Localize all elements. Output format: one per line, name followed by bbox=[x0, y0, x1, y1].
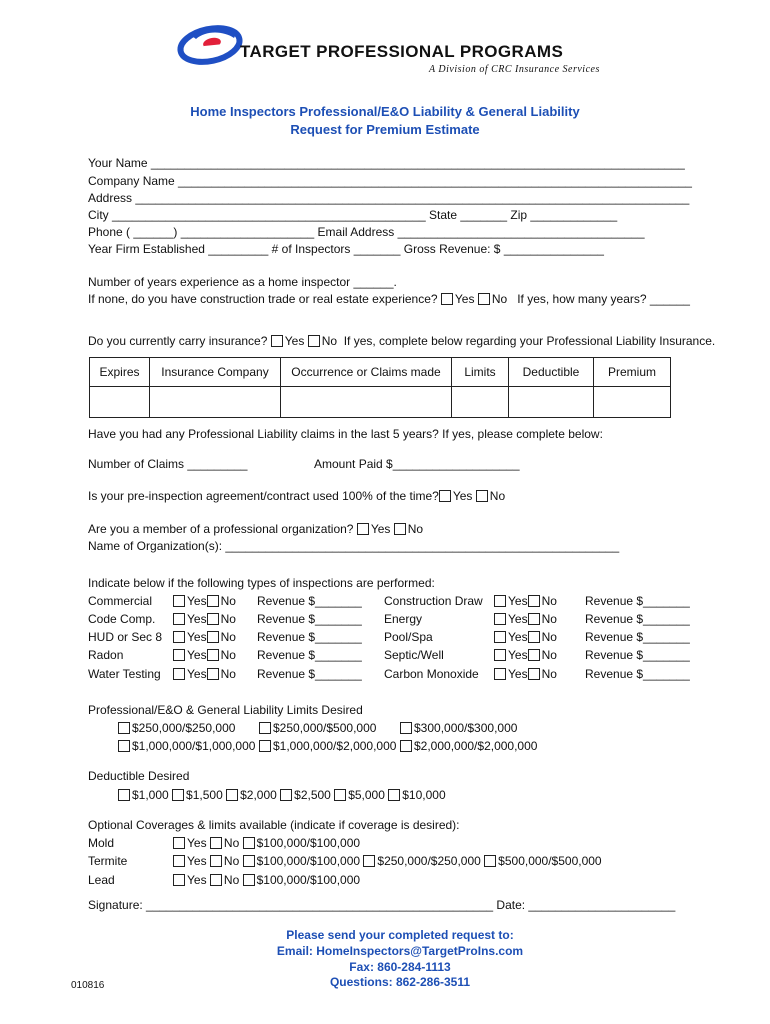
limit-option bbox=[118, 738, 255, 754]
year-established-field[interactable]: Year Firm Established _________ # of Inspectors _______ Gross Revenue: $ _______________ bbox=[88, 242, 604, 256]
phone-email-field[interactable]: Phone ( ______) ____________________ Email Address _____________________________________ bbox=[88, 225, 645, 239]
inspection-revenue-field[interactable]: Revenue $_______ bbox=[585, 667, 690, 681]
inspection-type-label: Pool/Spa bbox=[384, 630, 433, 644]
no-label: No bbox=[489, 489, 506, 503]
company-logo bbox=[174, 22, 246, 68]
inspection-left-4-no-checkbox[interactable] bbox=[207, 668, 219, 680]
yes-label: Yes bbox=[508, 594, 528, 608]
inspection-right-1-yes-checkbox[interactable] bbox=[494, 613, 506, 625]
agreement-question: Is your pre-inspection agreement/contract used 100% of the time? bbox=[88, 489, 439, 503]
experience-question-row bbox=[88, 291, 690, 307]
inspection-left-3-yes-no bbox=[173, 647, 236, 663]
limit-checkbox[interactable] bbox=[118, 740, 130, 752]
limit-checkbox[interactable] bbox=[259, 722, 271, 734]
amount-paid-field[interactable]: Amount Paid $___________________ bbox=[314, 457, 520, 471]
limit-checkbox[interactable] bbox=[400, 722, 412, 734]
inspection-revenue-field[interactable]: Revenue $_______ bbox=[585, 648, 690, 662]
yes-label: Yes bbox=[187, 667, 207, 681]
division-tagline: A Division of CRC Insurance Services bbox=[429, 64, 600, 75]
mold-options bbox=[173, 835, 360, 851]
footer-questions: Questions: 862-286-3511 bbox=[329, 975, 471, 989]
no-label: No bbox=[220, 648, 236, 662]
form-code: 010816 bbox=[71, 980, 105, 991]
limit-checkbox[interactable] bbox=[259, 740, 271, 752]
inspection-revenue-field[interactable]: Revenue $_______ bbox=[257, 612, 362, 626]
mold-no-checkbox[interactable] bbox=[210, 837, 222, 849]
inspection-left-2-yes-no bbox=[173, 629, 236, 645]
inspections-intro: Indicate below if the following types of inspections are performed: bbox=[88, 576, 435, 590]
termite-limit2-checkbox[interactable] bbox=[363, 855, 375, 867]
no-label: No bbox=[321, 334, 338, 348]
inspection-left-3-yes-checkbox[interactable] bbox=[173, 649, 185, 661]
limits-cell[interactable] bbox=[452, 387, 509, 418]
membership-question: Are you a member of a professional organization? bbox=[88, 522, 354, 536]
yes-label: Yes bbox=[508, 648, 528, 662]
col-limits: Limits bbox=[452, 358, 509, 387]
limits-label: Professional/E&O & General Liability Limits Desired bbox=[88, 703, 363, 717]
deductible-checkbox[interactable] bbox=[226, 789, 238, 801]
termite-limit-label: $500,000/$500,000 bbox=[498, 854, 602, 868]
company-name-field[interactable]: Company Name _____________________________________________________________________________ bbox=[88, 174, 692, 188]
inspection-right-2-yes-no bbox=[494, 629, 557, 645]
limit-option bbox=[400, 720, 517, 736]
inspection-right-0-yes-no bbox=[494, 593, 557, 609]
no-label: No bbox=[407, 522, 424, 536]
agreement-row bbox=[88, 488, 505, 504]
no-label: No bbox=[223, 854, 240, 868]
inspection-type-label: Water Testing bbox=[88, 667, 161, 681]
inspection-type-label: Carbon Monoxide bbox=[384, 667, 479, 681]
yes-label: Yes bbox=[508, 630, 528, 644]
limit-label: $2,000,000/$2,000,000 bbox=[414, 739, 538, 753]
deductible-checkbox[interactable] bbox=[280, 789, 292, 801]
experience-years-field[interactable]: Number of years experience as a home inspector ______. bbox=[88, 275, 397, 289]
inspection-right-2-no-checkbox[interactable] bbox=[528, 631, 540, 643]
inspection-right-0-yes-checkbox[interactable] bbox=[494, 595, 506, 607]
experience-years-followup[interactable]: If yes, how many years? ______ bbox=[517, 292, 690, 306]
limit-option bbox=[259, 738, 396, 754]
inspection-right-4-yes-no bbox=[494, 666, 557, 682]
inspection-right-3-yes-no bbox=[494, 647, 557, 663]
limit-label: $1,000,000/$1,000,000 bbox=[132, 739, 256, 753]
no-label: No bbox=[220, 612, 236, 626]
termite-limit3-checkbox[interactable] bbox=[484, 855, 496, 867]
deductible-checkbox[interactable] bbox=[334, 789, 346, 801]
inspection-left-3-no-checkbox[interactable] bbox=[207, 649, 219, 661]
address-field[interactable]: Address ___________________________________________________________________________________ bbox=[88, 191, 690, 205]
inspection-left-2-no-checkbox[interactable] bbox=[207, 631, 219, 643]
inspection-left-0-no-checkbox[interactable] bbox=[207, 595, 219, 607]
limit-option bbox=[118, 720, 235, 736]
deductible-option: $5,000 bbox=[348, 788, 385, 802]
limit-label: $250,000/$250,000 bbox=[132, 721, 236, 735]
insurance-question-row bbox=[88, 333, 715, 349]
agreement-yes-checkbox[interactable] bbox=[439, 490, 451, 502]
optional-coverages-label: Optional Coverages & limits available (indicate if coverage is desired): bbox=[88, 818, 460, 832]
no-label: No bbox=[541, 594, 557, 608]
limit-label: $300,000/$300,000 bbox=[414, 721, 518, 735]
deductible-option: $2,500 bbox=[294, 788, 331, 802]
col-deductible: Deductible bbox=[509, 358, 594, 387]
inspection-left-1-yes-no bbox=[173, 611, 236, 627]
limit-checkbox[interactable] bbox=[400, 740, 412, 752]
lead-label: Lead bbox=[88, 873, 115, 887]
lead-no-checkbox[interactable] bbox=[210, 874, 222, 886]
agreement-no-checkbox[interactable] bbox=[476, 490, 488, 502]
inspection-revenue-field[interactable]: Revenue $_______ bbox=[585, 594, 690, 608]
inspection-revenue-field[interactable]: Revenue $_______ bbox=[257, 648, 362, 662]
limit-label: $250,000/$500,000 bbox=[273, 721, 377, 735]
no-label: No bbox=[541, 648, 557, 662]
inspection-left-0-yes-checkbox[interactable] bbox=[173, 595, 185, 607]
inspection-revenue-field[interactable]: Revenue $_______ bbox=[585, 612, 690, 626]
yes-label: Yes bbox=[187, 873, 207, 887]
yes-label: Yes bbox=[370, 522, 391, 536]
termite-label: Termite bbox=[88, 854, 128, 868]
no-label: No bbox=[223, 873, 240, 887]
inspection-type-label: HUD or Sec 8 bbox=[88, 630, 163, 644]
yes-label: Yes bbox=[187, 854, 207, 868]
mold-limit-checkbox[interactable] bbox=[243, 837, 255, 849]
termite-options bbox=[173, 853, 602, 869]
limit-option bbox=[400, 738, 537, 754]
footer-fax: Fax: 860-284-1113 bbox=[349, 960, 451, 974]
insurance-yes-checkbox[interactable] bbox=[271, 335, 283, 347]
inspection-right-0-no-checkbox[interactable] bbox=[528, 595, 540, 607]
insurance-no-checkbox[interactable] bbox=[308, 335, 320, 347]
inspection-right-1-no-checkbox[interactable] bbox=[528, 613, 540, 625]
footer-send: Please send your completed request to: bbox=[286, 928, 514, 942]
deductible-checkbox[interactable] bbox=[388, 789, 400, 801]
yes-label: Yes bbox=[508, 667, 528, 681]
no-label: No bbox=[220, 630, 236, 644]
form-title: Home Inspectors Professional/E&O Liability & General Liability bbox=[190, 104, 580, 119]
yes-label: Yes bbox=[187, 836, 207, 850]
no-label: No bbox=[541, 630, 557, 644]
no-label: No bbox=[223, 836, 240, 850]
mold-label: Mold bbox=[88, 836, 115, 850]
expires-cell[interactable] bbox=[90, 387, 150, 418]
inspection-left-2-yes-checkbox[interactable] bbox=[173, 631, 185, 643]
signature-date-field[interactable]: Signature: ____________________________________________________ Date: ______________________ bbox=[88, 898, 676, 912]
occurrence-cell[interactable] bbox=[281, 387, 452, 418]
yes-label: Yes bbox=[187, 648, 207, 662]
yes-label: Yes bbox=[452, 489, 473, 503]
col-occurrence: Occurrence or Claims made bbox=[281, 358, 452, 387]
inspection-revenue-field[interactable]: Revenue $_______ bbox=[585, 630, 690, 644]
lead-limit-label: $100,000/$100,000 bbox=[256, 873, 361, 887]
form-subtitle: Request for Premium Estimate bbox=[290, 122, 480, 137]
inspection-revenue-field[interactable]: Revenue $_______ bbox=[257, 667, 362, 681]
lead-yes-checkbox[interactable] bbox=[173, 874, 185, 886]
inspection-right-1-yes-no bbox=[494, 611, 557, 627]
inspection-left-0-yes-no bbox=[173, 593, 236, 609]
deductible-options bbox=[118, 787, 446, 803]
inspection-right-3-no-checkbox[interactable] bbox=[528, 649, 540, 661]
yes-label: Yes bbox=[187, 612, 207, 626]
termite-limit-label: $100,000/$100,000 bbox=[256, 854, 361, 868]
organization-name-field[interactable]: Name of Organization(s): ___________________________________________________________ bbox=[88, 539, 620, 553]
org-name: TARGET PROFESSIONAL PROGRAMS bbox=[240, 42, 564, 61]
inspection-right-4-no-checkbox[interactable] bbox=[528, 668, 540, 680]
inspection-type-label: Code Comp. bbox=[88, 612, 156, 626]
claims-question: Have you had any Professional Liability claims in the last 5 years? If yes, please complete below: bbox=[88, 427, 603, 441]
insurance-instruction: If yes, complete below regarding your Professional Liability Insurance. bbox=[343, 334, 716, 348]
target-logo-icon bbox=[174, 22, 246, 68]
lead-options bbox=[173, 872, 360, 888]
termite-no-checkbox[interactable] bbox=[210, 855, 222, 867]
inspection-right-3-yes-checkbox[interactable] bbox=[494, 649, 506, 661]
inspection-left-4-yes-no bbox=[173, 666, 236, 682]
experience-yes-checkbox[interactable] bbox=[441, 293, 453, 305]
number-of-claims-field[interactable]: Number of Claims _________ bbox=[88, 457, 248, 471]
no-label: No bbox=[220, 667, 236, 681]
membership-row bbox=[88, 521, 423, 537]
yes-label: Yes bbox=[508, 612, 528, 626]
inspection-revenue-field[interactable]: Revenue $_______ bbox=[257, 594, 362, 608]
no-label: No bbox=[491, 292, 508, 306]
no-label: No bbox=[541, 667, 557, 681]
limit-label: $1,000,000/$2,000,000 bbox=[273, 739, 397, 753]
inspection-type-label: Construction Draw bbox=[384, 594, 483, 608]
insurance-question: Do you currently carry insurance? bbox=[88, 334, 268, 348]
deductible-checkbox[interactable] bbox=[118, 789, 130, 801]
deductible-option: $2,000 bbox=[240, 788, 277, 802]
yes-label: Yes bbox=[284, 334, 305, 348]
experience-question: If none, do you have construction trade or real estate experience? bbox=[88, 292, 438, 306]
no-label: No bbox=[220, 594, 236, 608]
limit-checkbox[interactable] bbox=[118, 722, 130, 734]
deductible-option: $10,000 bbox=[402, 788, 446, 802]
your-name-field[interactable]: Your Name ________________________________________________________________________________ bbox=[88, 156, 685, 170]
premium-cell[interactable] bbox=[594, 387, 671, 418]
membership-no-checkbox[interactable] bbox=[394, 523, 406, 535]
footer-email: Email: HomeInspectors@TargetProIns.com bbox=[276, 944, 524, 958]
yes-label: Yes bbox=[187, 630, 207, 644]
city-state-zip-field[interactable]: City _______________________________________________ State _______ Zip _____________ bbox=[88, 208, 618, 222]
deductible-cell[interactable] bbox=[509, 387, 594, 418]
inspection-right-2-yes-checkbox[interactable] bbox=[494, 631, 506, 643]
limit-option bbox=[259, 720, 376, 736]
insurance-table bbox=[89, 357, 671, 418]
inspection-type-label: Commercial bbox=[88, 594, 153, 608]
inspection-left-1-yes-checkbox[interactable] bbox=[173, 613, 185, 625]
mold-limit-label: $100,000/$100,000 bbox=[256, 836, 361, 850]
col-premium: Premium bbox=[594, 358, 671, 387]
termite-yes-checkbox[interactable] bbox=[173, 855, 185, 867]
inspection-type-label: Energy bbox=[384, 612, 423, 626]
deductible-option: $1,500 bbox=[186, 788, 223, 802]
inspection-type-label: Septic/Well bbox=[384, 648, 444, 662]
termite-limit1-checkbox[interactable] bbox=[243, 855, 255, 867]
no-label: No bbox=[541, 612, 557, 626]
deductible-option: $1,000 bbox=[132, 788, 169, 802]
yes-label: Yes bbox=[454, 292, 475, 306]
inspection-left-1-no-checkbox[interactable] bbox=[207, 613, 219, 625]
yes-label: Yes bbox=[187, 594, 207, 608]
experience-no-checkbox[interactable] bbox=[478, 293, 490, 305]
deductible-checkbox[interactable] bbox=[172, 789, 184, 801]
inspection-type-label: Radon bbox=[88, 648, 124, 662]
insurance-company-cell[interactable] bbox=[150, 387, 281, 418]
inspection-revenue-field[interactable]: Revenue $_______ bbox=[257, 630, 362, 644]
termite-limit-label: $250,000/$250,000 bbox=[377, 854, 481, 868]
inspection-right-4-yes-checkbox[interactable] bbox=[494, 668, 506, 680]
lead-limit-checkbox[interactable] bbox=[243, 874, 255, 886]
mold-yes-checkbox[interactable] bbox=[173, 837, 185, 849]
col-expires: Expires bbox=[90, 358, 150, 387]
membership-yes-checkbox[interactable] bbox=[357, 523, 369, 535]
deductible-label: Deductible Desired bbox=[88, 769, 190, 783]
inspection-left-4-yes-checkbox[interactable] bbox=[173, 668, 185, 680]
col-insurance-company: Insurance Company bbox=[150, 358, 281, 387]
